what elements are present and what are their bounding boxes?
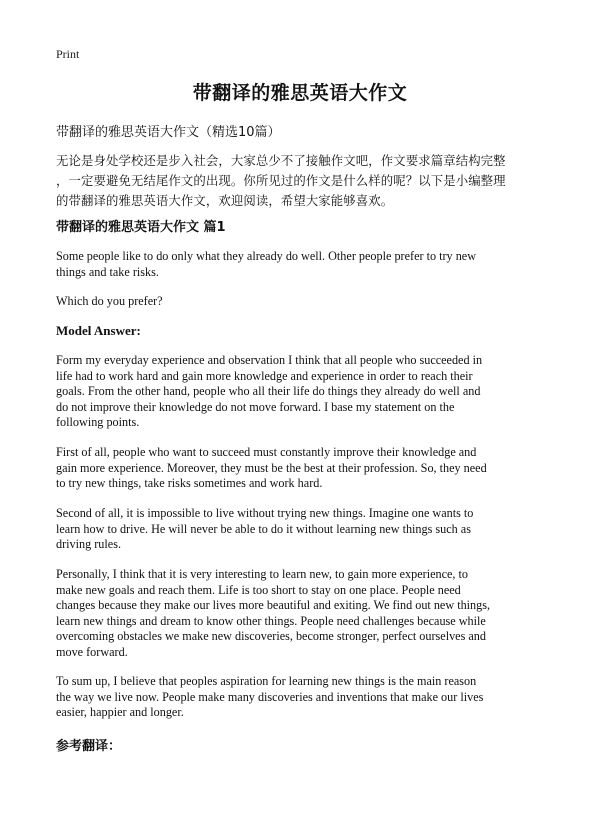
paragraph-line: learn new things and dream to know other things. People need challenges because while bbox=[56, 613, 486, 628]
paragraph-line: driving rules. bbox=[56, 537, 121, 551]
model-answer-label: Model Answer: bbox=[56, 323, 141, 338]
prompt-line: Some people like to do only what they already do well. Other people prefer to try new bbox=[56, 249, 477, 263]
answer-paragraph-3 bbox=[56, 506, 546, 553]
document-subtitle: 带翻译的雅思英语大作文（精选10篇） bbox=[56, 125, 281, 140]
print-link[interactable]: Print bbox=[56, 47, 80, 61]
answer-paragraph-2 bbox=[56, 445, 546, 492]
paragraph-line: learn how to drive. He will never be able to do it without learning new things such as bbox=[56, 521, 471, 536]
paragraph-line: easier, happier and longer. bbox=[56, 705, 184, 719]
paragraph-line: life had to work hard and gain more knowledge and experience in order to reach their bbox=[56, 368, 473, 383]
intro-line: ，一定要避免无结尾作文的出现。你所见过的作文是什么样的呢？以下是小编整理 bbox=[56, 173, 506, 188]
answer-paragraph-1 bbox=[56, 353, 546, 431]
paragraph-line: goals. From the other hand, people who all their life do things they already do well and bbox=[56, 384, 481, 398]
answer-paragraph-5 bbox=[56, 674, 546, 721]
answer-paragraph-4 bbox=[56, 567, 546, 660]
paragraph-line: To sum up, I believe that peoples aspiration for learning new things is the main reason bbox=[56, 674, 477, 688]
intro-paragraph bbox=[56, 151, 552, 211]
prompt-line: things and take risks. bbox=[56, 264, 159, 279]
paragraph-line: Form my everyday experience and observation I think that all people who succeeded in bbox=[56, 353, 483, 367]
prompt-paragraph bbox=[56, 249, 546, 280]
intro-line: 的带翻译的雅思英语大作文，欢迎阅读，希望大家能够喜欢。 bbox=[56, 193, 394, 208]
paragraph-line: to try new things, take risks sometimes and work hard. bbox=[56, 476, 323, 490]
paragraph-line: overcoming obstacles we make new discoveries, become stronger, perfect ourselves and bbox=[56, 629, 486, 643]
paragraph-line: do not improve their knowledge do not move forward. I base my statement on the bbox=[56, 399, 455, 414]
paragraph-line: Personally, I think that it is very interesting to learn new, to gain more experience, to bbox=[56, 567, 468, 581]
paragraph-line: make new goals and reach them. Life is too short to stay on one place. People need bbox=[56, 582, 461, 597]
section-heading: 带翻译的雅思英语大作文 篇1 bbox=[56, 220, 226, 235]
document-title: 带翻译的雅思英语大作文 bbox=[192, 82, 408, 104]
paragraph-line: following points. bbox=[56, 415, 140, 429]
translation-heading: 参考翻译： bbox=[56, 739, 122, 754]
paragraph-line: move forward. bbox=[56, 644, 128, 659]
paragraph-line: Second of all, it is impossible to live without trying new things. Imagine one wants to bbox=[56, 506, 474, 520]
paragraph-line: gain more experience. Moreover, they must be the best at their profession. So, they need bbox=[56, 460, 487, 475]
paragraph-line: the way we live now. People make many discoveries and inventions that make our lives bbox=[56, 689, 484, 704]
intro-line: 无论是身处学校还是步入社会，大家总少不了接触作文吧，作文要求篇章结构完整 bbox=[56, 153, 506, 168]
question-text bbox=[56, 294, 546, 310]
paragraph-line: First of all, people who want to succeed must constantly improve their knowledge and bbox=[56, 445, 477, 459]
question-line: Which do you prefer? bbox=[56, 294, 163, 308]
paragraph-line: changes because they make our lives more beautiful and exiting. We find out new things, bbox=[56, 598, 491, 612]
